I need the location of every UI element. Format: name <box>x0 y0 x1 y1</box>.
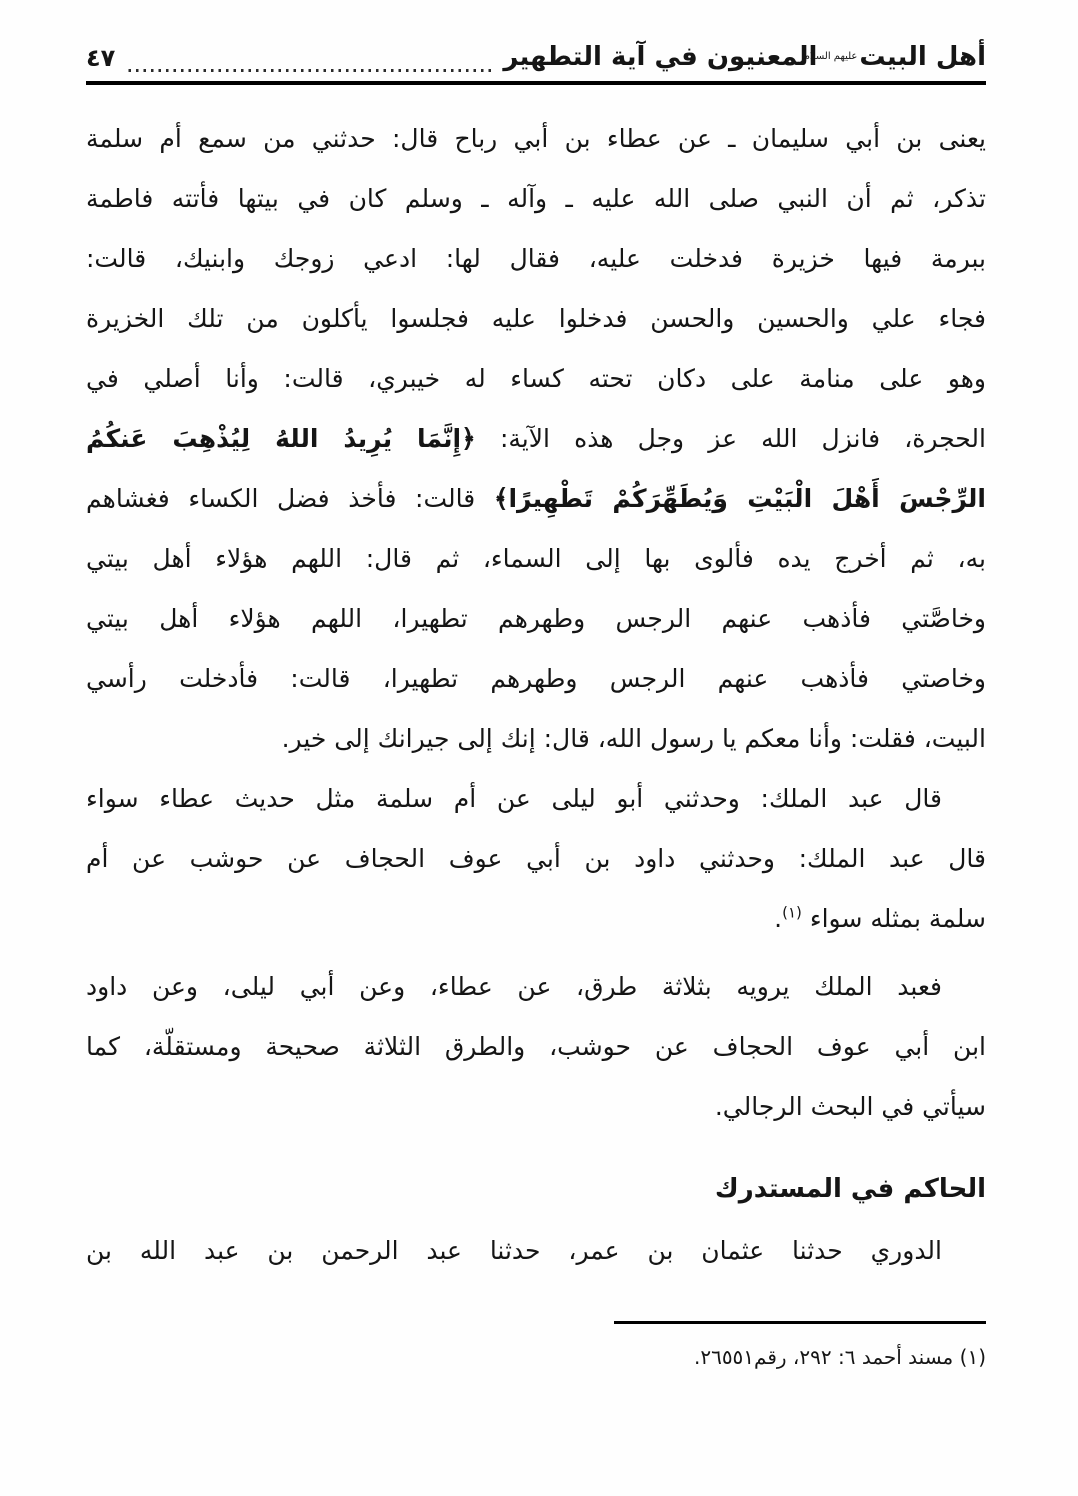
running-title-part2: المعنيون في آية التطهير <box>503 42 818 72</box>
text-segment: سيأتي في البحث الرجالي. <box>714 1092 986 1121</box>
text-line <box>86 709 986 769</box>
text-line <box>86 1077 986 1137</box>
text-line <box>86 1221 986 1281</box>
footnote-text: مسند أحمد ٦: ٢٩٢، رقم٢٦٥٥١. <box>693 1345 960 1369</box>
footnote-rule <box>614 1321 986 1324</box>
text-segment: وخاصتي فأذهب عنهم الرجس وطهرهم تطهيرا، قالت: فأدخلت رأسي <box>86 664 986 693</box>
text-line <box>86 289 986 349</box>
quran-verse: الرِّجْسَ أَهْلَ الْبَيْتِ وَيُطَهِّرَكُمْ تَطْهِيرًا﴾ <box>493 484 986 513</box>
page-number: ٤٧ <box>86 44 116 72</box>
header-rule <box>86 81 986 85</box>
text-line <box>86 957 986 1017</box>
text-line <box>86 589 986 649</box>
text-segment: فجاء علي والحسين والحسن فدخلوا عليه فجلسوا يأكلون من تلك الخزيرة <box>86 304 986 333</box>
text-segment: به، ثم أخرج يده فألوى بها إلى السماء، ثم قال: اللهم هؤلاء أهل بيتي <box>86 544 986 573</box>
honorific-mark: عليهم السلام <box>803 51 858 62</box>
text-segment: ببرمة فيها خزيرة فدخلت عليه، فقال لها: ادعي زوجك وابنيك، قالت: <box>86 244 986 273</box>
dotted-leader <box>127 50 491 72</box>
text-segment: تذكر، ثم أن النبي صلى الله عليه ـ وآله ـ وسلم كان في بيتها فأتته فاطمة <box>86 184 986 213</box>
text-line <box>86 109 986 169</box>
text-line <box>86 229 986 289</box>
text-line <box>86 469 986 529</box>
footnote-marker: (١) <box>959 1345 986 1369</box>
text-segment: يعنى بن أبي سليمان ـ عن عطاء بن أبي رباح قال: حدثني من سمع أم سلمة <box>86 124 986 153</box>
quran-verse: ﴿إِنَّمَا يُرِيدُ اللهُ لِيُذْهِبَ عَنكُمُ <box>86 424 476 453</box>
text-segment: . <box>774 904 783 933</box>
text-line <box>86 349 986 409</box>
text-segment: وخاصَّتي فأذهب عنهم الرجس وطهرهم تطهيرا، اللهم هؤلاء أهل بيتي <box>86 604 986 633</box>
section-heading <box>86 1147 986 1221</box>
text-line <box>86 829 986 889</box>
text-segment: وهو على منامة على دكان تحته كساء له خيبري، قالت: وأنا أصلي في <box>86 364 986 393</box>
footnote-ref: (١) <box>782 903 802 922</box>
text-segment: ابن أبي عوف الحجاف عن حوشب، والطرق الثلاثة صحيحة ومستقلّة، كما <box>86 1032 986 1061</box>
text-segment: فعبد الملك يرويه بثلاثة طرق، عن عطاء، وعن أبي ليلى، وعن داود <box>86 972 942 1001</box>
footnote-area <box>86 1321 986 1374</box>
text-line <box>86 889 986 949</box>
text-segment: قال عبد الملك: وحدثني أبو ليلى عن أم سلمة مثل حديث عطاء سواء <box>86 784 942 813</box>
text-segment: الدوري حدثنا عثمان بن عمر، حدثنا عبد الرحمن بن عبد الله بن <box>86 1236 942 1265</box>
text-segment: قالت: فأخذ فضل الكساء فغشاهم <box>86 484 494 513</box>
text-segment: البيت، فقلت: وأنا معكم يا رسول الله، قال: إنك إلى جيرانك إلى خير. <box>281 724 986 753</box>
text-line <box>86 769 986 829</box>
text-line <box>86 409 986 469</box>
page-body <box>86 109 986 1281</box>
running-title <box>503 42 986 72</box>
text-line <box>86 529 986 589</box>
footnote <box>86 1340 986 1374</box>
page-header <box>86 26 986 72</box>
text-line <box>86 649 986 709</box>
running-title-part1: أهل البيت <box>859 42 986 72</box>
text-segment: الحاكم في المستدرك <box>714 1174 986 1204</box>
text-segment: قال عبد الملك: وحدثني داود بن أبي عوف الحجاف عن حوشب عن أم <box>86 844 986 873</box>
text-segment: سلمة بمثله سواء <box>801 904 986 933</box>
text-segment: الحجرة، فانزل الله عز وجل هذه الآية: <box>475 424 986 453</box>
text-line <box>86 169 986 229</box>
text-line <box>86 1017 986 1077</box>
